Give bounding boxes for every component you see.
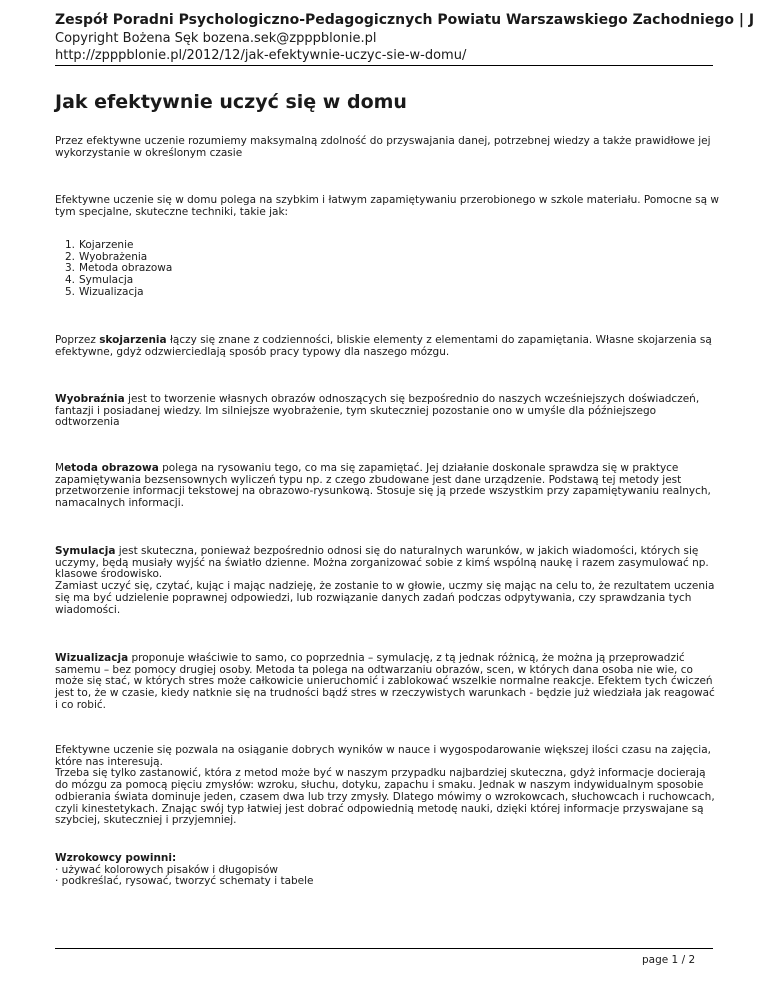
summary-paragraph: Efektywne uczenie się pozwala na osiąganie dobrych wyników w nauce i wygospodarowanie większej ilości czasu na zajęcia, które nas interesują. Trzeba się tylko zastanowić, która z metod może być w naszym przypadku najbardziej skuteczna, gdyż informacje docierają do mózgu za pomocą pięciu zmysłów: wzroku, słuchu, dotyku, zapachu i smaku. Jednak w naszym indywidualnym sposobie odbierania świata dominuje jeden, czasem dwa lub trzy zmysły. Dlatego mówimy o wzrokowcach, słuchowcach i ruchowcach, czyli kinestetykach. Znając swój typ łatwiej jest dobrać odpowiednią metodę nauki, dzięki której informacje przyswajane są szybciej, skuteczniej i przyjemniej.: [55, 744, 715, 827]
techniques-list: [55, 240, 720, 299]
site-title: Zespół Poradni Psychologiczno-Pedagogicznych Powiatu Warszawskiego Zachodniego | J: [55, 12, 755, 28]
list-item: 4. Symulacja: [65, 274, 134, 287]
metoda-obrazowa-paragraph: Metoda obrazowa polega na rysowaniu tego, co ma się zapamiętać. Jej działanie doskonale sprawdza się w praktyce zapamiętywania bezsensownych wyliczeń typu np. z czego zbudowane jest dane urządzenie. Podstawą tej metody jest przetworzenie informacji tekstowej na obrazowo-rysunkową. Stosuje się ją przede wszystkim przy zapamiętywaniu realnych, namacalnych informacji.: [55, 462, 711, 510]
list-item: 1. Kojarzenie: [65, 239, 134, 251]
list-item: 5. Wizualizacja: [65, 285, 144, 298]
list-item: · podkreślać, rysować, tworzyć schematy i tabele: [55, 875, 314, 888]
source-url[interactable]: http://zpppblonie.pl/2012/12/jak-efektywnie-uczyc-sie-w-domu/: [55, 48, 467, 63]
symulacja-paragraph: Symulacja jest skuteczna, ponieważ bezpośrednio odnosi się do naturalnych warunków, w jakich wiadomości, których się uczymy, będą musiały wyjść na światło dzienne. Można zorganizować sobie z kimś wspólną naukę i razem zasymulować np. klasowe środowisko. Zamiast uczyć się, czytać, kując i mając nadzieję, że zostanie to w głowie, uczmy się mając na celu to, że rezultatem uczenia się ma być udzielenie poprawnej odpowiedzi, lub rozwiązanie danych zadań podczas odpytywania, czy sprawdzania tych wiadomości.: [55, 545, 715, 616]
wyobraznia-paragraph: Wyobraźnia jest to tworzenie własnych obrazów odnoszących się bezpośrednio do naszych wcześniejszych doświadczeń, fantazji i posiadanej wiedzy. Im silniejsze wyobrażenie, tym skuteczniej pozostanie ono w umyśle dla późniejszego odtworzenia: [55, 393, 700, 429]
footer-divider: [55, 948, 713, 949]
page-number: page 1 / 2: [642, 954, 696, 966]
wzrokowcy-section: [55, 853, 720, 888]
header-divider: [55, 65, 713, 66]
page-header: [55, 10, 768, 64]
wzrokowcy-heading: Wzrokowcy powinni:: [55, 852, 177, 864]
copyright-line: Copyright Bożena Sęk bozena.sek@zpppblonie.pl: [55, 31, 377, 46]
wizualizacja-paragraph: Wizualizacja proponuje właściwie to samo, co poprzednia – symulację, z tą jednak różnicą, że można ją przeprowadzić samemu – bez pomocy drugiej osoby. Metoda ta polega na odtwarzaniu obrazów, scen, w których dana osoba nie wie, co może się stać, w których stres może całkowicie unieruchomić i zablokować wszelkie normalne reakcje. Efektem tych ćwiczeń jest to, że w czasie, kiedy natknie się na trudności bądź stres w rzeczywistych warunkach - będzie już wiedziała jak reagować i co robić.: [55, 652, 715, 711]
list-item: · używać kolorowych pisaków i długopisów: [55, 863, 278, 876]
list-item: 2. Wyobrażenia: [65, 250, 148, 263]
techniques-intro-paragraph: Efektywne uczenie się w domu polega na szybkim i łatwym zapamiętywaniu przerobionego w szkole materiału. Pomocne są w tym specjalne, skuteczne techniki, takie jak:: [55, 194, 719, 218]
article-title: Jak efektywnie uczyć się w domu: [55, 91, 407, 113]
skojarzenia-paragraph: Poprzez skojarzenia łączy się znane z codzienności, bliskie elementy z elementami do zapamiętania. Własne skojarzenia są efektywne, gdyż odzwierciedlają sposób pracy typowy dla naszego mózgu.: [55, 334, 712, 358]
intro-paragraph: Przez efektywne uczenie rozumiemy maksymalną zdolność do przyswajania danej, potrzebnej wiedzy a także prawidłowe jej wykorzystanie w określonym czasie: [55, 135, 711, 159]
list-item: 3. Metoda obrazowa: [65, 262, 173, 275]
